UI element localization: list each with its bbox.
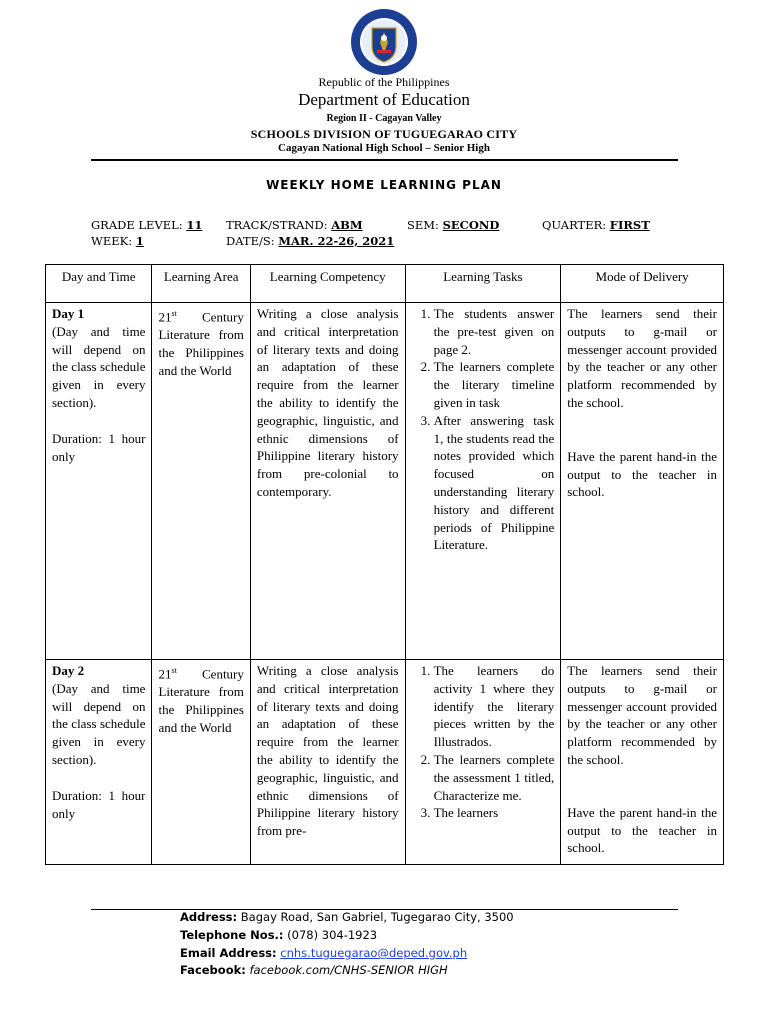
col-header-learning-tasks: Learning Tasks — [405, 265, 561, 303]
week: WEEK: 1 — [91, 234, 144, 248]
delivery-text: The learners send their outputs to g-mail or messenger account provided by the teacher or any other platform recommended by the school. — [567, 663, 717, 767]
header-division: SCHOOLS DIVISION OF TUGUEGARAO CITY — [250, 127, 518, 141]
day-label: Day 1 — [52, 306, 85, 321]
table-row — [46, 303, 724, 660]
task-item: 1. The learners do activity 1 where they identify the literary pieces written by the Illustrados. — [434, 662, 555, 751]
track-strand: TRACK/STRAND: ABM — [226, 218, 363, 232]
task-item: 1. The students answer the pre-test given on page 2. — [434, 305, 555, 358]
learning-competency-cell: Writing a close analysis and critical interpretation of literary texts and doing an adaptation of these require from the learner the ability to identify the geographic, linguistic, and ethnic dimensions of Philippine literary history from pre-colonial to contemporary. — [250, 303, 405, 660]
delivery-text: Have the parent hand-in the output to the teacher in school. — [567, 448, 717, 500]
grade-level: GRADE LEVEL: 11 — [91, 218, 203, 232]
document-title: WEEKLY HOME LEARNING PLAN — [266, 178, 502, 192]
dates: DATE/S: MAR. 22-26, 2021 — [226, 234, 395, 248]
col-header-mode-of-delivery: Mode of Delivery — [561, 265, 724, 303]
col-header-day-time: Day and Time — [46, 265, 152, 303]
learning-competency-cell: Writing a close analysis and critical interpretation of literary texts and doing an adaptation of these require from the learner the ability to identify the geographic, linguistic, and ethnic dimensions of Philippine literary history from pre- — [250, 660, 405, 865]
footer-facebook: Facebook: facebook.com/CNHS-SENIOR HIGH — [180, 963, 448, 977]
footer-phone: Telephone Nos.: (078) 304-1923 — [180, 928, 378, 942]
col-header-learning-competency: Learning Competency — [250, 265, 405, 303]
day-note: (Day and time will depend on the class schedule given in every section). — [52, 323, 146, 410]
semester: SEM: SECOND — [407, 218, 500, 232]
delivery-text: The learners send their outputs to g-mail or messenger account provided by the teacher or any other platform recommended by the school. — [567, 306, 717, 410]
day-label: Day 2 — [52, 663, 85, 678]
duration: Duration: 1 hour only — [52, 430, 146, 464]
footer-email: Email Address: cnhs.tuguegarao@deped.gov.ph — [180, 946, 468, 960]
learning-area-cell: 21st Century Literature from the Philippines and the World — [152, 660, 250, 865]
day-time-cell — [46, 660, 152, 865]
header-department: Department of Education — [298, 90, 470, 109]
mode-of-delivery-cell — [561, 660, 724, 865]
email-link[interactable]: cnhs.tuguegarao@deped.gov.ph — [280, 946, 468, 960]
header-school: Cagayan National High School – Senior High — [278, 142, 490, 154]
task-item: 3. After answering task 1, the students read the notes provided which focused on understanding literary history and different periods of Philippine Literature. — [434, 412, 555, 554]
task-item: 2. The learners complete the assessment 1 titled, Characterize me. — [434, 751, 555, 804]
learning-area-cell: 21st Century Literature from the Philippines and the World — [152, 303, 250, 660]
header-divider — [91, 159, 678, 161]
delivery-text: Have the parent hand-in the output to the teacher in school. — [567, 804, 717, 856]
duration: Duration: 1 hour only — [52, 787, 146, 821]
deped-seal-logo — [350, 8, 418, 76]
mode-of-delivery-cell — [561, 303, 724, 660]
table-header-row — [46, 265, 724, 303]
task-item: 3. The learners — [434, 804, 555, 822]
task-item: 2. The learners complete the literary timeline given in task — [434, 358, 555, 411]
header-republic: Republic of the Philippines — [318, 75, 450, 89]
quarter: QUARTER: FIRST — [542, 218, 650, 232]
learning-tasks-cell — [405, 660, 561, 865]
day-time-cell — [46, 303, 152, 660]
header-region: Region II - Cagayan Valley — [326, 113, 442, 124]
day-note: (Day and time will depend on the class schedule given in every section). — [52, 680, 146, 767]
learning-plan-table — [45, 264, 724, 865]
table-row — [46, 660, 724, 865]
footer-address: Address: Bagay Road, San Gabriel, Tugegarao City, 3500 — [180, 910, 514, 924]
col-header-learning-area: Learning Area — [152, 265, 250, 303]
learning-tasks-cell — [405, 303, 561, 660]
